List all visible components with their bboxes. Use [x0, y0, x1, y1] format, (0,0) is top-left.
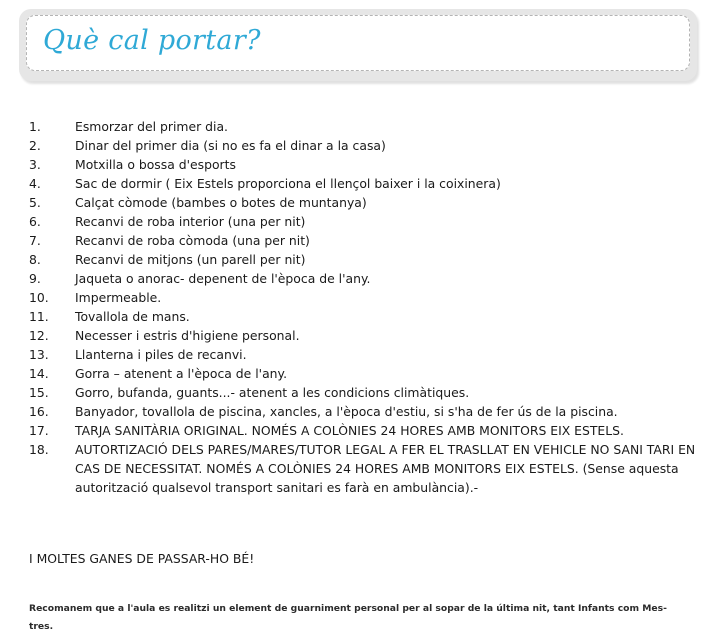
item-number: 12. — [29, 328, 49, 343]
item-number: 16. — [29, 404, 49, 419]
list-item — [29, 364, 709, 383]
item-text: Calçat còmode (bambes o botes de muntanya) — [75, 195, 367, 210]
closing-message: I MOLTES GANES DE PASSAR-HO BÉ! — [29, 551, 255, 566]
item-number: 8. — [29, 252, 41, 267]
item-text: Dinar del primer dia (si no es fa el dinar a la casa) — [75, 138, 386, 153]
item-text: Tovallola de mans. — [75, 309, 190, 324]
list-item — [29, 231, 709, 250]
item-text: AUTORTIZACIÓ DELS PARES/MARES/TUTOR LEGAL A FER EL TRASLLAT EN VEHICLE NO SANI TARI EN CAS DE NECESSITAT. NOMÉS A COLÒNIES 24 HORES AMB MONITORS EIX ESTELS. (Sense aquesta autorització qualsevol transport sanitari es farà en ambulància).- — [75, 442, 696, 495]
item-number: 14. — [29, 366, 49, 381]
item-number: 9. — [29, 271, 41, 286]
item-number: 6. — [29, 214, 41, 229]
header-box — [19, 9, 697, 81]
packing-list — [29, 117, 709, 497]
item-text: Sac de dormir ( Eix Estels proporciona el llençol baixer i la coixinera) — [75, 176, 501, 191]
list-item — [29, 402, 709, 421]
item-text: Recanvi de roba interior (una per nit) — [75, 214, 306, 229]
header-inner — [26, 15, 690, 71]
item-number: 11. — [29, 309, 49, 324]
list-item — [29, 117, 709, 136]
item-text: Necesser i estris d'higiene personal. — [75, 328, 300, 343]
list-item — [29, 250, 709, 269]
item-text: TARJA SANITÀRIA ORIGINAL. NOMÉS A COLÒNIES 24 HORES AMB MONITORS EIX ESTELS. — [75, 423, 624, 438]
list-item — [29, 421, 709, 440]
item-number: 10. — [29, 290, 49, 305]
item-text: Jaqueta o anorac- depenent de l'època de l'any. — [75, 271, 371, 286]
item-text: Recanvi de mitjons (un parell per nit) — [75, 252, 306, 267]
item-text: Esmorzar del primer dia. — [75, 119, 228, 134]
item-number: 2. — [29, 138, 41, 153]
list-item — [29, 307, 709, 326]
item-text: Banyador, tovallola de piscina, xancles, a l'època d'estiu, si s'ha de fer ús de la piscina. — [75, 404, 618, 419]
footnote: Recomanem que a l'aula es realitzi un element de guarniment personal per al sopar de la última nit, tant Infants com Mes- tres. — [29, 603, 667, 632]
item-number: 17. — [29, 423, 49, 438]
item-number: 3. — [29, 157, 41, 172]
list-item — [29, 212, 709, 231]
list-item — [29, 155, 709, 174]
item-text: Motxilla o bossa d'esports — [75, 157, 236, 172]
item-text: Recanvi de roba còmoda (una per nit) — [75, 233, 310, 248]
item-number: 7. — [29, 233, 41, 248]
item-number: 5. — [29, 195, 41, 210]
item-number: 1. — [29, 119, 41, 134]
list-item — [29, 326, 709, 345]
list-item — [29, 174, 709, 193]
page-title: Què cal portar? — [43, 25, 261, 56]
item-text: Llanterna i piles de recanvi. — [75, 347, 247, 362]
list-item — [29, 136, 709, 155]
item-number: 13. — [29, 347, 49, 362]
list-item — [29, 288, 709, 307]
item-text: Gorro, bufanda, guants...- atenent a les condicions climàtiques. — [75, 385, 470, 400]
list-item — [29, 193, 709, 212]
list-item — [29, 440, 709, 497]
list-item — [29, 345, 709, 364]
item-text: Gorra – atenent a l'època de l'any. — [75, 366, 288, 381]
item-text: Impermeable. — [75, 290, 162, 305]
item-number: 15. — [29, 385, 49, 400]
list-item — [29, 383, 709, 402]
item-number: 4. — [29, 176, 41, 191]
list-item — [29, 269, 709, 288]
item-number: 18. — [29, 442, 49, 457]
